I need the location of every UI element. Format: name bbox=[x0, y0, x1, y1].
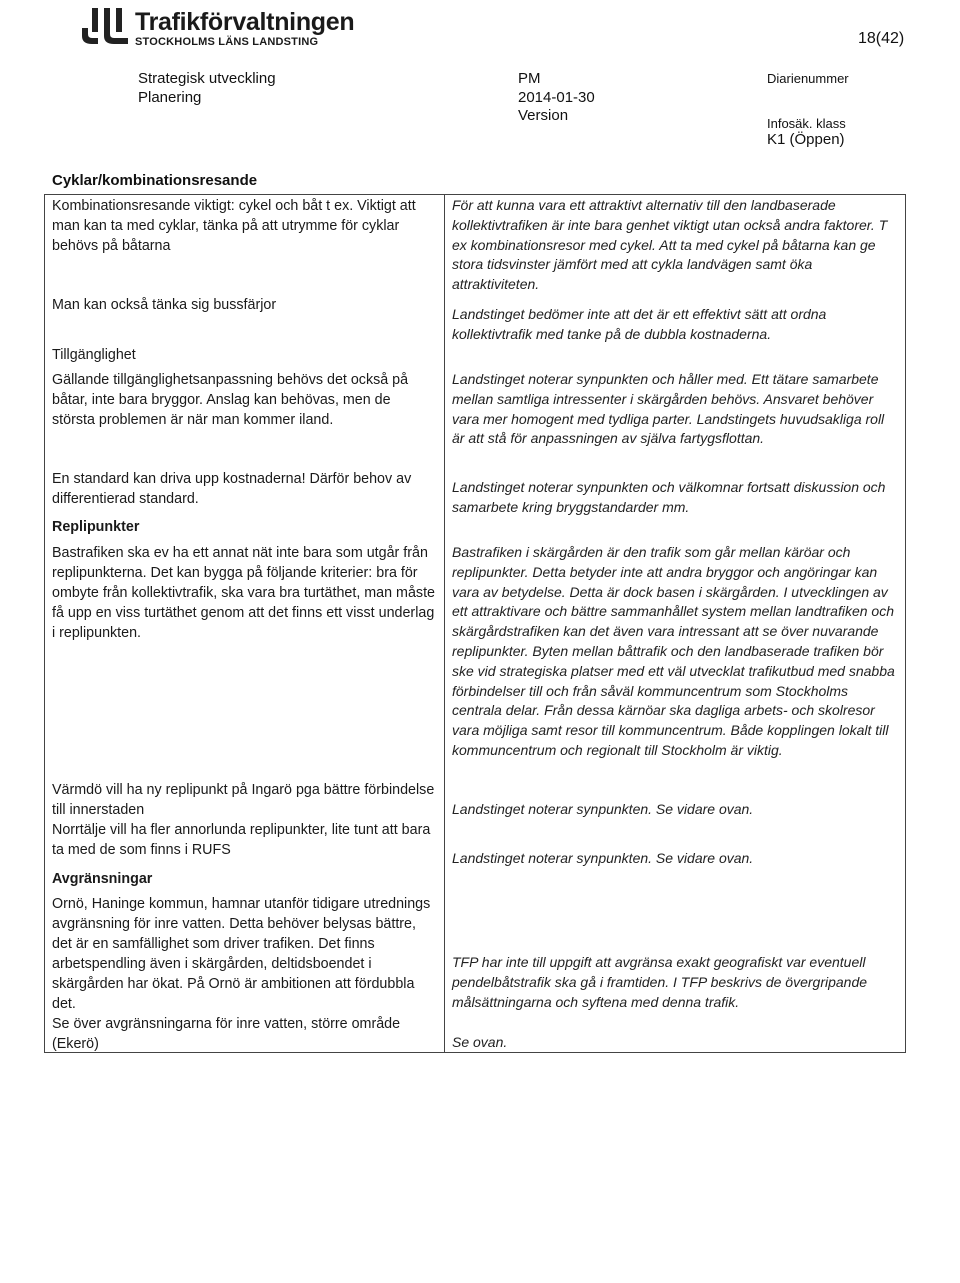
left-paragraph: Norrtälje vill ha fler annorlunda replipunkter, lite tunt att bara ta med de som finns i RUFS bbox=[52, 822, 431, 858]
right-response: Landstinget noterar synpunkten. Se vidare ovan. bbox=[452, 801, 754, 817]
left-paragraph: Se över avgränsningarna för inre vatten, större område (Ekerö) bbox=[52, 1016, 401, 1052]
doc-version: Version bbox=[518, 107, 569, 124]
column-divider bbox=[444, 195, 445, 1052]
left-paragraph: Gällande tillgänglighetsanpassning behövs det också på båtar, inte bara bryggor. Anslag kan behövas, men de största problemen är när man kommer iland. bbox=[52, 372, 409, 428]
logo-subtitle: STOCKHOLMS LÄNS LANDSTING bbox=[135, 36, 319, 48]
left-paragraph: En standard kan driva upp kostnaderna! Därför behov av differentierad standard. bbox=[52, 471, 412, 507]
left-paragraph: Kombinationsresande viktigt: cykel och båt t ex. Viktigt att man kan ta med cyklar, tänka på att utrymme för cyklar behövs på båtarna bbox=[52, 198, 416, 254]
left-paragraph: Man kan också tänka sig bussfärjor bbox=[52, 297, 277, 313]
right-response: Landstinget noterar synpunkten och håller med. Ett tätare samarbete mellan samtliga intressenter i skärgården behövs. Ansvaret behöver vara mer homogent med tydliga parter. Landstingets huvudsakliga roll är att stå för anpassningen av själva fartygsflottan. bbox=[452, 371, 885, 447]
left-heading-replipunkter: Replipunkter bbox=[52, 519, 140, 535]
logo-title: Trafikförvaltningen bbox=[135, 8, 355, 36]
right-response: Landstinget noterar synpunkten. Se vidare ovan. bbox=[452, 850, 754, 866]
doc-date: 2014-01-30 bbox=[518, 89, 595, 106]
right-response: TFP har inte till uppgift att avgränsa exakt geografiskt var eventuell pendelbåtstrafik ska gå i framtiden. I TFP beskrivs de övergripande målsättningarna och syftena med denna trafik. bbox=[452, 954, 868, 1010]
left-heading-tillganglighet: Tillgänglighet bbox=[52, 347, 136, 363]
right-response: För att kunna vara ett attraktivt alternativ till den landbaserade kollektivtrafiken är inte bara genhet viktigt utan också andra faktorer. T ex kombinationsresor med cykel. Att ta med cykel på båtarna kan ge stora tidsvinster jämfört med att cykla landvägen samt öka attraktiviteten. bbox=[452, 197, 888, 293]
right-response: Landstinget bedömer inte att det är ett effektivt sätt att ordna kollektivtrafik med tanke på de dubbla kostnaderna. bbox=[452, 306, 827, 342]
infosak-label: Infosäk. klass bbox=[767, 116, 846, 131]
doc-type: PM bbox=[518, 70, 541, 87]
sll-logo-icon bbox=[78, 6, 130, 46]
unit: Planering bbox=[138, 89, 202, 106]
section-title: Cyklar/kombinationsresande bbox=[52, 172, 258, 189]
left-heading-avgransningar: Avgränsningar bbox=[52, 871, 153, 887]
left-paragraph: Ornö, Haninge kommun, hamnar utanför tidigare utrednings avgränsning för inre vatten. Detta behöver belysas bättre, det är en samfällighet som driver trafiken. Det finns arbetspendling även i skärgården, deltidsboendet i skärgården har ökat. På Ornö är ambitionen att fördubbla det. bbox=[52, 896, 431, 1012]
department: Strategisk utveckling bbox=[138, 70, 276, 87]
diarienummer-label: Diarienummer bbox=[767, 71, 849, 86]
left-paragraph: Bastrafiken ska ev ha ett annat nät inte bara som utgår från replipunkterna. Det kan bygga på följande kriterier: bra för ombyte från kollektivtrafik, ska vara bra turtäthet, man måste få upp en viss turtäthet genom att det finns ett visst underlag i replipunkten. bbox=[52, 545, 435, 641]
right-response: Landstinget noterar synpunkten och välkomnar fortsatt diskussion och samarbete kring bryggstandarder mm. bbox=[452, 479, 886, 515]
right-response: Se ovan. bbox=[452, 1034, 508, 1050]
page-number: 18(42) bbox=[858, 30, 905, 47]
left-paragraph: Värmdö vill ha ny replipunkt på Ingarö pga bättre förbindelse till innerstaden bbox=[52, 782, 435, 818]
right-response: Bastrafiken i skärgården är den trafik som går mellan käröar och replipunkter. Detta betyder inte att andra bryggor och angöringar kan vara av betydelse. Detta är dock basen i skärgården. I utvecklingen av ett attraktivare och bättre sammanhållet system mellan landtrafiken och skärgårdstrafiken kan det även vara intressant att se över nuvarande replipunkter. Byten mellan båttrafik och den landbaserade trafiken bör ske vid strategiska platser med ett väl utvecklat trafikutbud med snabba förbindelser till och från såväl kommuncentrum som Stockholms centrala delar. Från dessa kärnöar ska dagliga arbets- och skolresor vara möjliga samt resor till kommuncentrum. Både kopplingen lokalt till kommuncentrum och regionalt till Stockholm är viktig. bbox=[452, 544, 895, 758]
classification: K1 (Öppen) bbox=[767, 131, 845, 148]
